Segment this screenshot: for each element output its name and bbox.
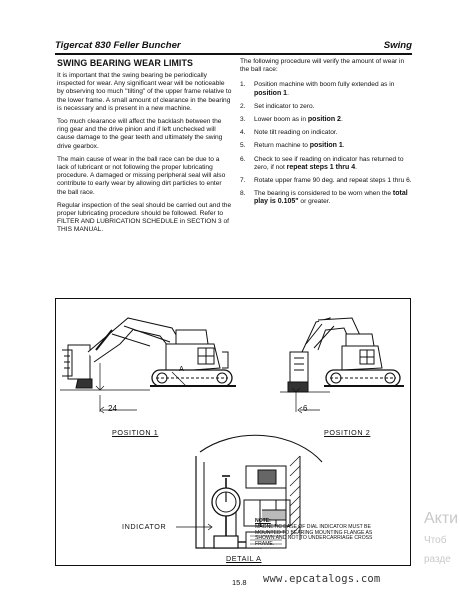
step-text: Check to see if reading on indicator has returned to zero, if not repeat steps 1 thru 4. (254, 155, 404, 171)
indicator-label: INDICATOR (122, 522, 167, 531)
figure-note: NOTE: MAGNETIC BASE OF DIAL INDICATOR MUST BE MOUNTED TO BEARING MOUNTING FLANGE AS SHOWN AND NOT TO UNDERCARRIAGE CROSS FRAME. (255, 518, 373, 548)
step-number: 5. (240, 142, 246, 150)
paragraph: Too much clearance will affect the backlash between the ring gear and the drive pinion and if left unchecked will cause damage to the gear teeth and ultimately the swing drive gearbox. (57, 118, 223, 150)
side-watermark-line: Акти (424, 510, 459, 527)
step-text: Rotate upper frame 90 deg. and repeat steps 1 thru 6. (254, 177, 412, 185)
side-watermark-line: разде (424, 554, 451, 565)
dimension-position-2: 6 (303, 404, 308, 413)
step-text: The bearing is considered to be worn when the total play is 0.105" or greater. (254, 190, 408, 206)
position-2-label: POSITION 2 (324, 428, 371, 437)
procedure-intro: The following procedure will verify the amount of wear in the ball race: (240, 58, 405, 74)
step-number: 1. (240, 81, 246, 89)
position-1-label: POSITION 1 (112, 428, 159, 437)
section-title: SWING BEARING WEAR LIMITS (57, 58, 193, 68)
step-text: Note tilt reading on indicator. (254, 129, 338, 137)
machine-position-2 (288, 318, 404, 392)
step-number: 3. (240, 116, 246, 124)
detail-a-label: DETAIL A (226, 554, 262, 563)
step-text: Lower boom as in position 2. (254, 116, 343, 124)
step-number: 4. (240, 129, 246, 137)
step-number: 7. (240, 177, 246, 185)
machine-position-1 (62, 318, 236, 388)
header-section: Swing (383, 40, 412, 51)
paragraph: It is important that the swing bearing be periodically inspected for wear. Any significant wear will be noticeable by observing too much "tilting" of the upper frame relative to the lower frame. A small amount of clearance in the bearing is necessary and is present in a new machine. (57, 72, 232, 112)
step-number: 6. (240, 155, 246, 163)
page-number: 15.8 (232, 578, 247, 587)
step-number: 2. (240, 102, 246, 110)
step-text: Position machine with boom fully extended as in position 1. (254, 81, 395, 97)
callout-a-label: A (179, 364, 185, 373)
step-number: 8. (240, 190, 246, 198)
header-title: Tigercat 830 Feller Buncher (55, 40, 181, 51)
dimension-position-1: 24 (108, 404, 117, 413)
paragraph: The main cause of wear in the ball race can be due to a lack of lubricant or not following the proper lubricating procedure. A damaged or missing peripheral seal will also contribute to early wear by allowing dirt particles to enter the ball race. (57, 155, 226, 196)
step-text: Return machine to position 1. (254, 142, 345, 150)
step-text: Set indicator to zero. (254, 102, 315, 110)
side-watermark-line: Чтоб (424, 535, 447, 546)
watermark-url: www.epcatalogs.com (263, 573, 381, 585)
paragraph: Regular inspection of the seal should be carried out and the proper lubricating procedure should be followed. Refer to FILTER AND LUBRICATION SCHEDULE in SECTION 3 of THIS MANUAL. (57, 201, 232, 234)
